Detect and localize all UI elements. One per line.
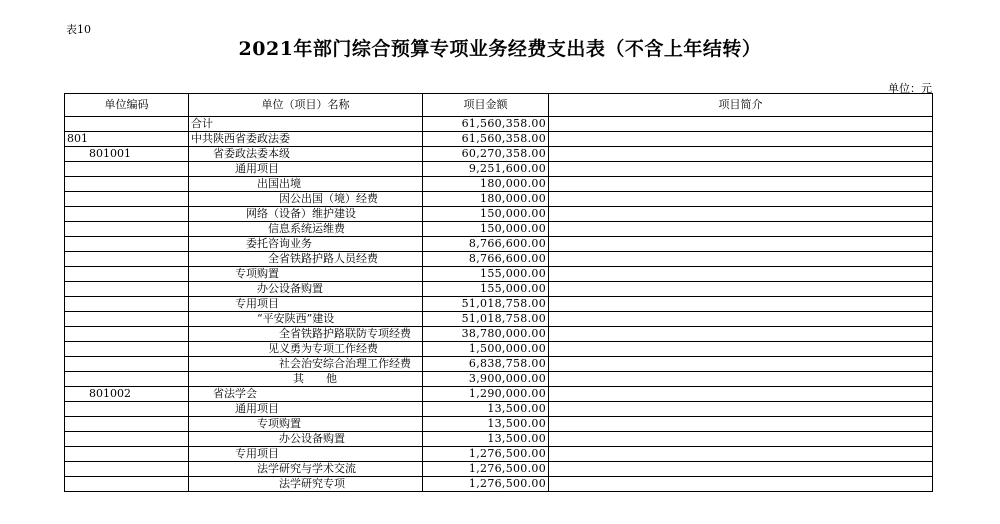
unit-code-cell (65, 312, 189, 327)
unit-code-cell (65, 237, 189, 252)
description-cell (549, 282, 933, 297)
unit-code-cell (65, 327, 189, 342)
unit-name-cell: 办公设备购置 (189, 432, 423, 447)
unit-name-cell: 省法学会 (189, 387, 423, 402)
amount-cell: 8,766,600.00 (423, 237, 549, 252)
amount-cell: 1,276,500.00 (423, 462, 549, 477)
unit-code-cell (65, 357, 189, 372)
amount-cell: 150,000.00 (423, 207, 549, 222)
table-row (65, 342, 933, 357)
amount-cell: 51,018,758.00 (423, 312, 549, 327)
amount-cell: 51,018,758.00 (423, 297, 549, 312)
description-cell (549, 477, 933, 492)
amount-cell: 13,500.00 (423, 417, 549, 432)
unit-name-cell: 全省铁路护路联防专项经费 (189, 327, 423, 342)
unit-name-cell: 中共陕西省委政法委 (189, 132, 423, 147)
amount-cell: 180,000.00 (423, 192, 549, 207)
amount-cell: 8,766,600.00 (423, 252, 549, 267)
unit-name-cell: 专用项目 (189, 447, 423, 462)
unit-code-cell: 801002 (65, 387, 189, 402)
unit-code-cell: 801001 (65, 147, 189, 162)
table-row (65, 237, 933, 252)
table-number-label: 表10 (66, 23, 91, 36)
unit-name-cell: 委托咨询业务 (189, 237, 423, 252)
amount-cell: 1,500,000.00 (423, 342, 549, 357)
description-cell (549, 117, 933, 132)
unit-name-cell: 专用项目 (189, 297, 423, 312)
unit-code-cell (65, 462, 189, 477)
table-row (65, 402, 933, 417)
table-row (65, 282, 933, 297)
amount-cell: 9,251,600.00 (423, 162, 549, 177)
unit-name-cell: 其 他 (189, 372, 423, 387)
table-row (65, 447, 933, 462)
description-cell (549, 222, 933, 237)
unit-name-cell: 社会治安综合治理工作经费 (189, 357, 423, 372)
unit-name-cell: 信息系统运维费 (189, 222, 423, 237)
unit-name-cell: 通用项目 (189, 402, 423, 417)
budget-table (64, 93, 933, 492)
amount-cell: 150,000.00 (423, 222, 549, 237)
description-cell (549, 252, 933, 267)
header-amount: 项目金额 (423, 94, 549, 117)
description-cell (549, 147, 933, 162)
amount-cell: 155,000.00 (423, 267, 549, 282)
table-row (65, 147, 933, 162)
unit-code-cell (65, 477, 189, 492)
amount-cell: 180,000.00 (423, 177, 549, 192)
description-cell (549, 327, 933, 342)
description-cell (549, 342, 933, 357)
table-row (65, 387, 933, 402)
amount-cell: 6,838,758.00 (423, 357, 549, 372)
unit-name-cell: 见义勇为专项工作经费 (189, 342, 423, 357)
table-header-row (65, 94, 933, 117)
amount-cell: 1,276,500.00 (423, 447, 549, 462)
unit-code-cell (65, 192, 189, 207)
amount-cell: 155,000.00 (423, 282, 549, 297)
amount-cell: 13,500.00 (423, 432, 549, 447)
table-row (65, 477, 933, 492)
description-cell (549, 177, 933, 192)
page-title: 2021年部门综合预算专项业务经费支出表（不含上年结转） (238, 38, 762, 60)
unit-name-cell: 专项购置 (189, 417, 423, 432)
description-cell (549, 372, 933, 387)
unit-name-cell: “平安陕西”建设 (189, 312, 423, 327)
description-cell (549, 162, 933, 177)
amount-cell: 61,560,358.00 (423, 132, 549, 147)
amount-cell: 38,780,000.00 (423, 327, 549, 342)
unit-name-cell: 因公出国（境）经费 (189, 192, 423, 207)
unit-name-cell: 出国出境 (189, 177, 423, 192)
table-row (65, 417, 933, 432)
unit-name-cell: 法学研究专项 (189, 477, 423, 492)
unit-code-cell (65, 267, 189, 282)
table-row (65, 357, 933, 372)
description-cell (549, 297, 933, 312)
unit-code-cell (65, 177, 189, 192)
description-cell (549, 357, 933, 372)
unit-name-cell: 全省铁路护路人员经费 (189, 252, 423, 267)
unit-code-cell (65, 282, 189, 297)
description-cell (549, 207, 933, 222)
unit-code-cell (65, 402, 189, 417)
unit-code-cell (65, 117, 189, 132)
table-row (65, 177, 933, 192)
amount-cell: 1,290,000.00 (423, 387, 549, 402)
unit-code-cell (65, 417, 189, 432)
unit-code-cell (65, 207, 189, 222)
description-cell (549, 387, 933, 402)
unit-label: 单位：元 (888, 82, 932, 95)
unit-name-cell: 网络（设备）维护建设 (189, 207, 423, 222)
table-row (65, 462, 933, 477)
table-row (65, 192, 933, 207)
unit-code-cell (65, 372, 189, 387)
unit-name-cell: 法学研究与学术交流 (189, 462, 423, 477)
description-cell (549, 237, 933, 252)
unit-name-cell: 办公设备购置 (189, 282, 423, 297)
unit-name-cell: 合计 (189, 117, 423, 132)
description-cell (549, 267, 933, 282)
description-cell (549, 132, 933, 147)
table-row (65, 267, 933, 282)
amount-cell: 3,900,000.00 (423, 372, 549, 387)
unit-name-cell: 专项购置 (189, 267, 423, 282)
table-row (65, 432, 933, 447)
description-cell (549, 432, 933, 447)
table-row (65, 132, 933, 147)
description-cell (549, 417, 933, 432)
unit-code-cell (65, 222, 189, 237)
amount-cell: 13,500.00 (423, 402, 549, 417)
amount-cell: 1,276,500.00 (423, 477, 549, 492)
unit-code-cell (65, 297, 189, 312)
amount-cell: 60,270,358.00 (423, 147, 549, 162)
description-cell (549, 312, 933, 327)
description-cell (549, 462, 933, 477)
table-body (65, 117, 933, 492)
header-unit-code: 单位编码 (65, 94, 189, 117)
unit-code-cell (65, 447, 189, 462)
unit-name-cell: 省委政法委本级 (189, 147, 423, 162)
table-row (65, 372, 933, 387)
unit-code-cell (65, 162, 189, 177)
table-row (65, 327, 933, 342)
unit-code-cell (65, 252, 189, 267)
header-unit-name: 单位（项目）名称 (189, 94, 423, 117)
table-row (65, 117, 933, 132)
table-row (65, 222, 933, 237)
table-row (65, 207, 933, 222)
amount-cell: 61,560,358.00 (423, 117, 549, 132)
table-row (65, 252, 933, 267)
unit-code-cell (65, 432, 189, 447)
table-row (65, 297, 933, 312)
unit-name-cell: 通用项目 (189, 162, 423, 177)
header-description: 项目简介 (549, 94, 933, 117)
unit-code-cell (65, 342, 189, 357)
description-cell (549, 192, 933, 207)
description-cell (549, 447, 933, 462)
description-cell (549, 402, 933, 417)
table-row (65, 162, 933, 177)
table-row (65, 312, 933, 327)
unit-code-cell: 801 (65, 132, 189, 147)
